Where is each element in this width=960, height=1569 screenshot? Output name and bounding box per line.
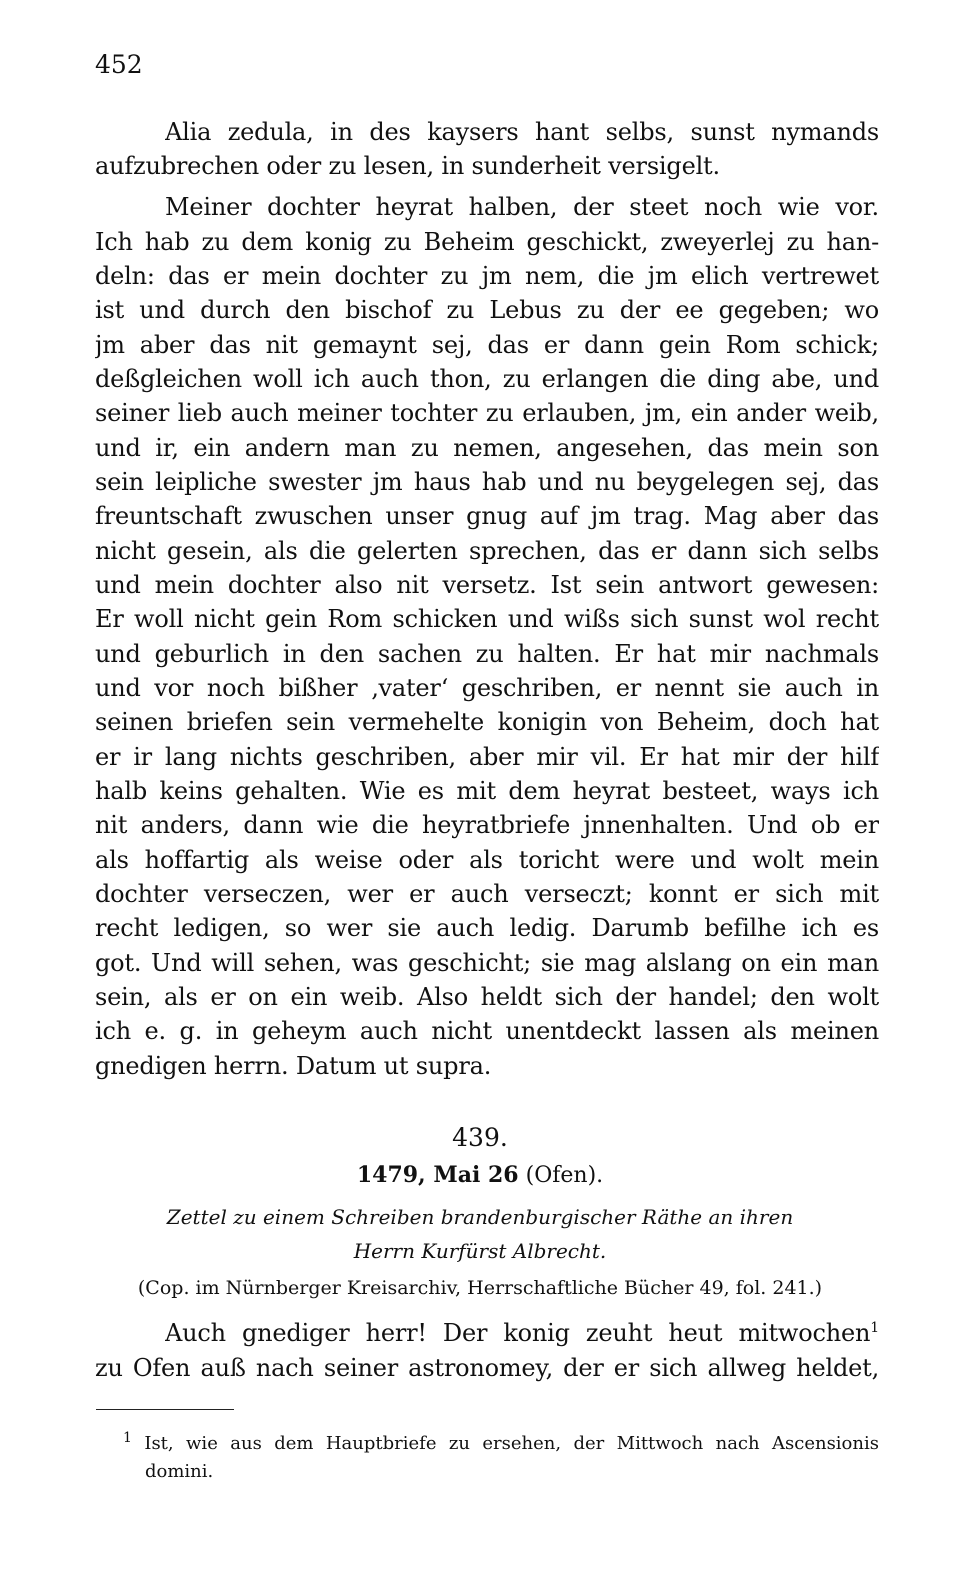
text-line: deln: das er mein dochter zu jm nem, die jm elich vertrewet xyxy=(95,262,879,290)
text-line: gnedigen herrn. Datum ut supra. xyxy=(95,1052,492,1080)
text-line: zu Ofen auß nach seiner astronomey, der er sich allweg heldet, xyxy=(95,1354,879,1382)
text-line: ist und durch den bischof zu Lebus zu der ee gegeben; wo xyxy=(95,296,879,324)
date-place: (Ofen). xyxy=(525,1163,604,1188)
text-line: sein leipliche swester jm haus hab und nu beygelegen sej, das xyxy=(95,468,879,496)
text-line-content: Auch gnediger herr! Der konig zeuht heut mitwochen xyxy=(165,1319,871,1347)
date-bold: 1479, Mai 26 xyxy=(356,1162,519,1188)
document-source: (Cop. im Nürnberger Kreisarchiv, Herrschaftliche Bücher 49, fol. 241.) xyxy=(137,1277,823,1299)
text-line: er ir lang nichts geschriben, aber mir vil. Er hat mir der hilf xyxy=(95,743,879,771)
footnote-line: domini. xyxy=(145,1461,214,1482)
text-line: Er woll nicht gein Rom schicken und wißs sich sunst wol recht xyxy=(95,605,879,633)
footnote-reference: 1 xyxy=(870,1320,879,1336)
text-line: Meiner dochter heyrat halben, der steet noch wie vor. xyxy=(165,193,879,221)
document-summary-line: Herrn Kurfürst Albrecht. xyxy=(353,1239,607,1263)
text-line: als hoffartig als weise oder als toricht were und wolt mein xyxy=(95,846,879,874)
text-line: sein, als er on ein weib. Also heldt sich der handel; den wolt xyxy=(95,983,879,1011)
footnote-line xyxy=(123,1431,879,1457)
text-line: recht ledigen, so wer sie auch ledig. Darumb befilhe ich es xyxy=(95,914,879,942)
footnote-text: Ist, wie aus dem Hauptbriefe zu ersehen, der Mittwoch nach Ascensionis xyxy=(144,1433,879,1454)
text-line: Ich hab zu dem konig zu Beheim geschickt, zweyerlej zu han- xyxy=(95,228,879,256)
text-line: freuntschaft zwuschen unser gnug auf jm trag. Mag aber das xyxy=(95,502,879,530)
text-line: jm aber das nit gemaynt sej, das er dann gein Rom schick; xyxy=(95,331,879,359)
text-line: und geburlich in den sachen zu halten. Er hat mir nachmals xyxy=(95,640,879,668)
text-line: nicht gesein, als die gelerten sprechen, das er dann sich selbs xyxy=(95,537,879,565)
text-line: aufzubrechen oder zu lesen, in sunderheit versigelt. xyxy=(95,152,720,180)
text-line xyxy=(165,1318,879,1348)
text-line: ich e. g. in geheym auch nicht unentdeckt lassen als meinen xyxy=(95,1017,879,1045)
text-line: nit anders, dann wie die heyratbriefe jnnenhalten. Und ob er xyxy=(95,811,879,839)
footnote-marker: 1 xyxy=(123,1431,132,1446)
text-line: und mein dochter also nit versetz. Ist sein antwort gewesen: xyxy=(95,571,879,599)
footnote-divider xyxy=(96,1409,234,1410)
text-line: deßgleichen woll ich auch thon, zu erlangen die ding abe, und xyxy=(95,365,879,393)
text-line: dochter verseczen, wer er auch verseczt; konnt er sich mit xyxy=(95,880,879,908)
text-line: seinen briefen sein vermehelte konigin von Beheim, doch hat xyxy=(95,708,879,736)
document-date xyxy=(0,1161,960,1190)
document-number: 439. xyxy=(452,1123,508,1152)
text-line: Alia zedula, in des kaysers hant selbs, sunst nymands xyxy=(165,118,879,146)
text-line: got. Und will sehen, was geschicht; sie mag alslang on ein man xyxy=(95,949,879,977)
text-line: und ir, ein andern man zu nemen, angesehen, das mein son xyxy=(95,434,879,462)
document-summary-line: Zettel zu einem Schreiben brandenburgischer Räthe an ihren xyxy=(166,1205,794,1229)
text-line: seiner lieb auch meiner tochter zu erlauben, jm, ein ander weib, xyxy=(95,399,879,427)
text-line: halb keins gehalten. Wie es mit dem heyrat besteet, ways ich xyxy=(95,777,879,805)
text-line: und vor noch bißher ‚vater‘ geschriben, er nennt sie auch in xyxy=(95,674,879,702)
page-number: 452 xyxy=(95,50,143,79)
